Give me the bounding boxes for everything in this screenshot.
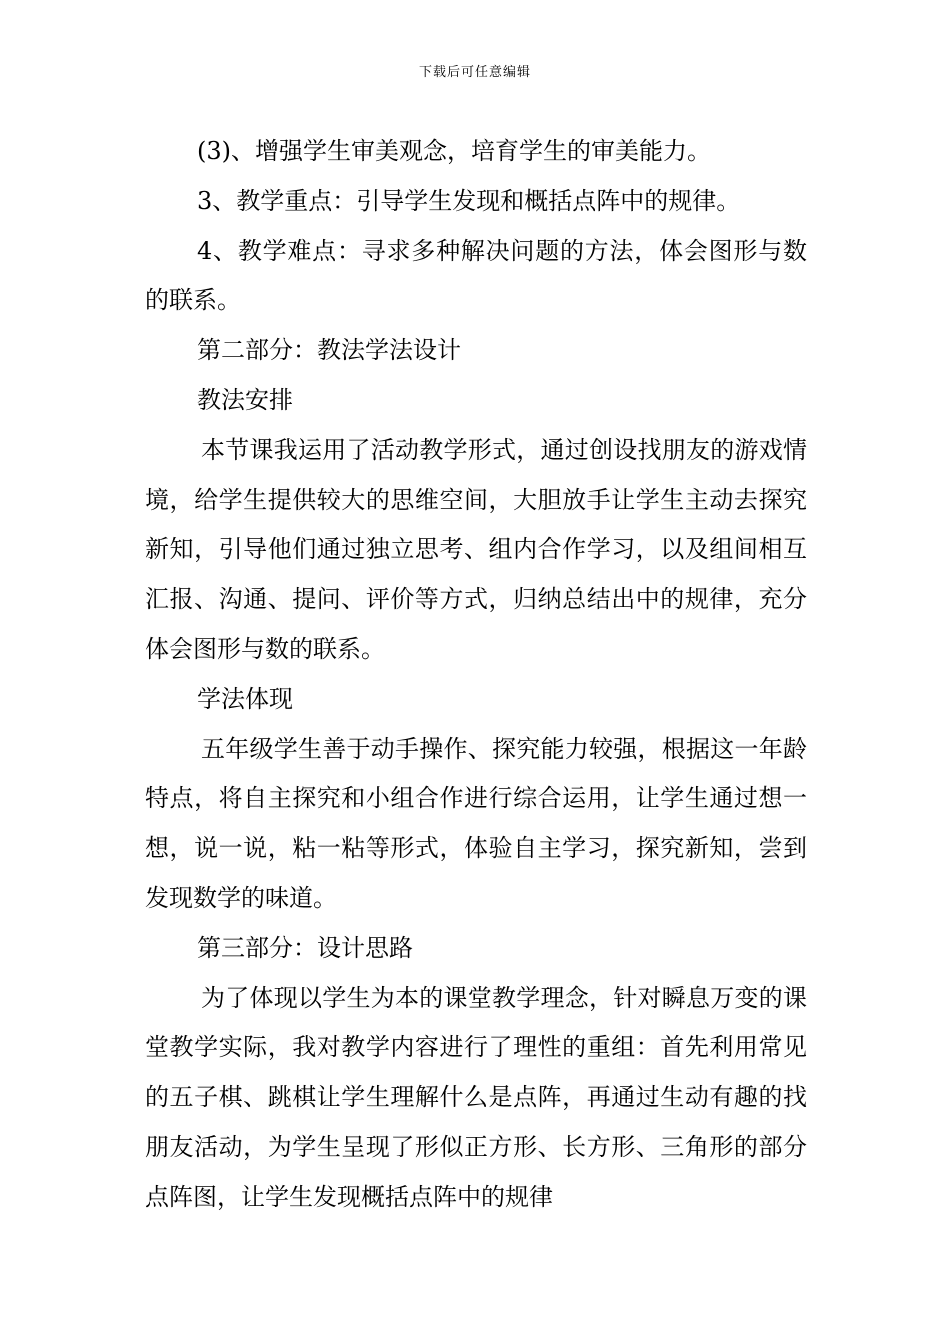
teaching-method-paragraph: 本节课我运用了活动教学形式，通过创设找朋友的游戏情境，给学生提供较大的思维空间，大胆放手让学生主动去探究新知，引导他们通过独立思考、组内合作学习，以及组间相互汇报、沟通、提问、评价等方式，归纳总结出中的规律，充分体会图形与数的联系。: [145, 435, 807, 663]
page-header-note: 下载后可任意编辑: [418, 65, 531, 80]
design-idea-paragraph: 为了体现以学生为本的课堂教学理念，针对瞬息万变的课堂教学实际，我对教学内容进行了理性的重组：首先利用常见的五子棋、跳棋让学生理解什么是点阵，再通过生动有趣的找朋友活动，为学生呈现了形似正方形、长方形、三角形的部分点阵图，让学生发现概括点阵中的规律: [145, 983, 807, 1211]
teaching-difficult-point: 4、教学难点：寻求多种解决问题的方法，体会图形与数的联系。: [145, 236, 807, 315]
learning-method-paragraph: 五年级学生善于动手操作、探究能力较强，根据这一年龄特点，将自主探究和小组合作进行综合运用，让学生通过想一想，说一说，粘一粘等形式，体验自主学习，探究新知，尝到发现数学的味道。: [145, 734, 807, 912]
teaching-method-heading: 教法安排: [197, 385, 293, 414]
teaching-key-point: 3、教学重点：引导学生发现和概括点阵中的规律。: [197, 186, 741, 215]
objective-item-3: (3)、增强学生审美观念，培育学生的审美能力。: [197, 137, 711, 165]
learning-method-heading: 学法体现: [197, 684, 293, 713]
part-two-heading: 第二部分：教法学法设计: [197, 336, 461, 365]
document-body: [145, 127, 807, 1223]
part-three-heading: 第三部分：设计思路: [197, 933, 413, 962]
